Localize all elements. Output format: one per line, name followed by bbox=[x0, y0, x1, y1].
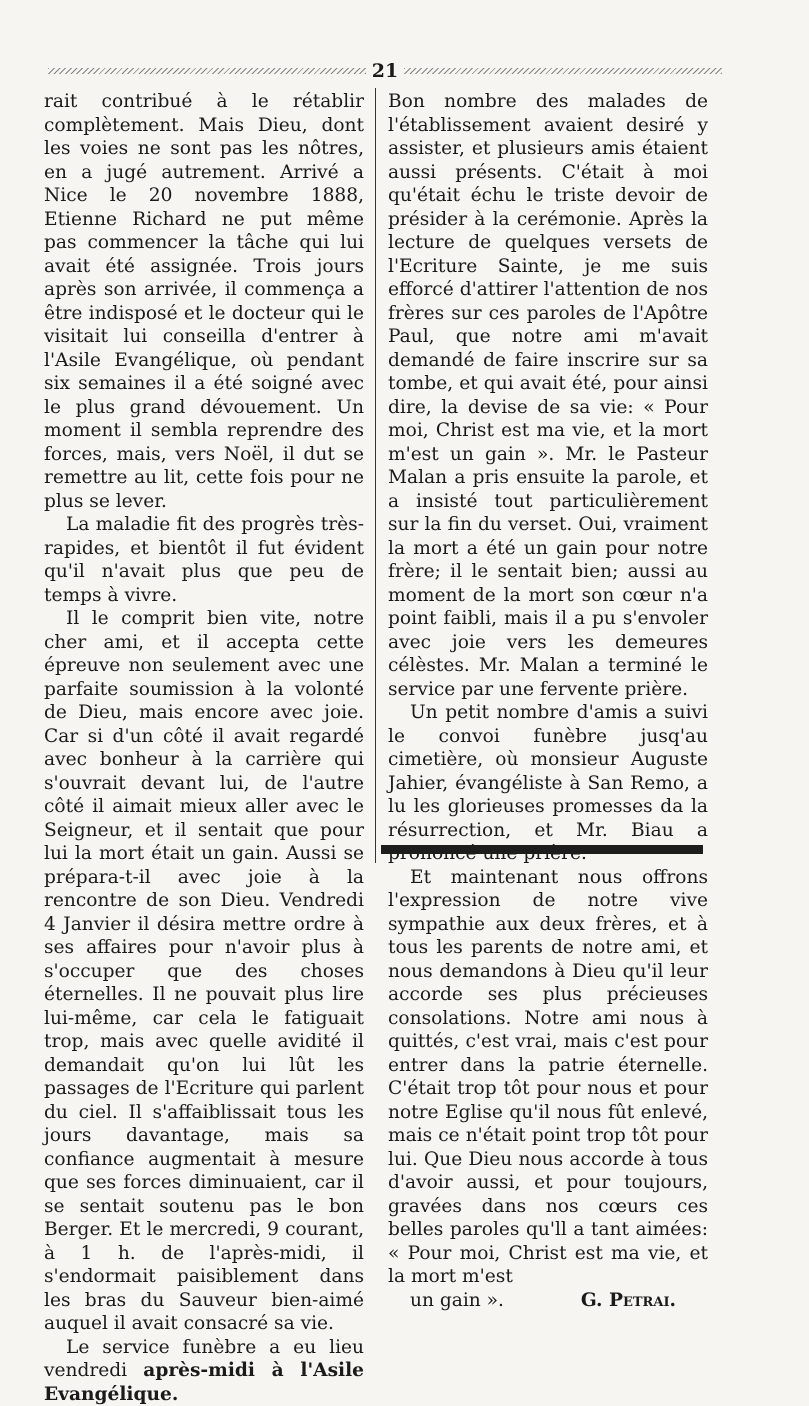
column-divider bbox=[375, 88, 376, 863]
header-wavy-rule-left bbox=[48, 68, 366, 74]
page-header bbox=[48, 60, 722, 82]
paragraph-bold-text: après-midi à l'Asile Evangélique. bbox=[44, 1360, 364, 1405]
paragraph: Il le comprit bien vite, notre cher ami, et il accepta cette épreuve non seulement avec une parfaite soumission à la volonté de Dieu, mais encore avec joie. Car si d'un côté il avait regardé avec bonheur à la carrière qui s'ouvrait devant lui, de l'autre côté il aimait mieux aller avec le Seigneur, et il sentait que pour lui la mort était un gain. Aussi se prépara-t-il avec joie à la rencontre de son Dieu. Vendredi 4 Janvier il désira mettre ordre à ses affaires pour n'avoir plus à s'occuper que des choses éternelles. Il ne pouvait plus lire lui-même, car cela le fatiguait trop, mais avec quelle avidité il demandait qu'on lui lût les passages de l'Ecriture qui parlent du ciel. Il s'affaiblissait tous les jours davantage, mais sa confiance augmentait à mesure que ses forces diminuaient, car il se sentait soutenu pas le bon Berger. Et le mercredi, 9 courant, à 1 h. de l'après-midi, il s'endormait paisiblement dans les bras du Sauveur bien-aimé auquel il avait consacré sa vie. bbox=[44, 607, 364, 1336]
header-wavy-rule-right bbox=[404, 68, 722, 74]
paragraph: La maladie fit des progrès très-rapides, et bientôt il fut évident qu'il n'avait plus que peu de temps à vivre. bbox=[44, 513, 364, 607]
author-signature: G. Petrai. bbox=[559, 1289, 708, 1313]
paragraph-text: Le service funèbre a eu lieu vendredi bbox=[44, 1337, 364, 1382]
right-column bbox=[388, 90, 708, 1312]
paragraph: rait contribué à le rétablir complètement. Mais Dieu, dont les voies ne sont pas les nôtres, en a jugé autrement. Arrivé a Nice le 20 novembre 1888, Etienne Richard ne put même pas commencer la tâche qui lui avait été assignée. Trois jours après son arrivée, il commença a être indisposé et le docteur qui le visitait lui conseilla d'entrer à l'Asile Evangélique, où pendant six semaines il a été soigné avec le plus grand dévouement. Un moment il sembla reprendre des forces, mais, vers Noël, il dut se remettre au lit, cette fois pour ne plus se lever. bbox=[44, 90, 364, 513]
signature-line bbox=[388, 1289, 708, 1313]
closing-rule bbox=[381, 845, 703, 854]
paragraph: Et maintenant nous offrons l'expression de notre vive sympathie aux deux frères, et à tous les parents de notre ami, et nous demandons à Dieu qu'il leur accorde ses plus précieuses consolations. Notre ami nous à quittés, c'est vrai, mais c'est pour entrer dans la patrie éternelle. C'était trop tôt pour nous et pour notre Eglise qu'il nous fût enlevé, mais ce n'était point trop tôt pour lui. Que Dieu nous accorde à tous d'avoir aussi, et pour toujours, gravées dans nos cœurs ces belles paroles qu'll a tant aimées: « Pour moi, Christ est ma vie, et la mort m'est bbox=[388, 866, 708, 1289]
closing-text: un gain ». bbox=[388, 1289, 504, 1313]
paragraph-funeral-service bbox=[44, 1336, 364, 1406]
left-column bbox=[44, 90, 364, 1406]
paragraph: Un petit nombre d'amis a suivi le convoi funèbre jusq'au cimetière, où monsieur Auguste Jahier, évangéliste à San Remo, a lu les glorieuses promesses da la résurrection, et Mr. Biau a bbox=[388, 701, 708, 866]
paragraph: Bon nombre des malades de l'établissement avaient desiré y assister, et plusieurs amis étaient aussi présents. C'était à moi qu'était échu le triste devoir de présider à la cerémonie. Après la lecture de quelques versets de l'Ecriture Sainte, je me suis efforcé d'attirer l'attention de nos frères sur ces paroles de l'Apôtre Paul, que notre ami m'avait demandé de faire inscrire sur sa tombe, et qui avait été, pour ainsi dire, la devise de sa vie: « Pour moi, Christ est ma vie, et la mort m'est un gain ». Mr. le Pasteur Malan a pris ensuite la parole, et a insisté tout particulièrement sur la fin du verset. Oui, vraiment la mort a été un gain pour notre frère; il le sentait bien; aussi au moment de la mort son cœur n'a point faibli, mais il a pu s'envoler avec joie vers les demeures célèstes. Mr. Malan a terminé le service par une fervente prière. bbox=[388, 90, 708, 701]
page-number: 21 bbox=[366, 60, 404, 82]
